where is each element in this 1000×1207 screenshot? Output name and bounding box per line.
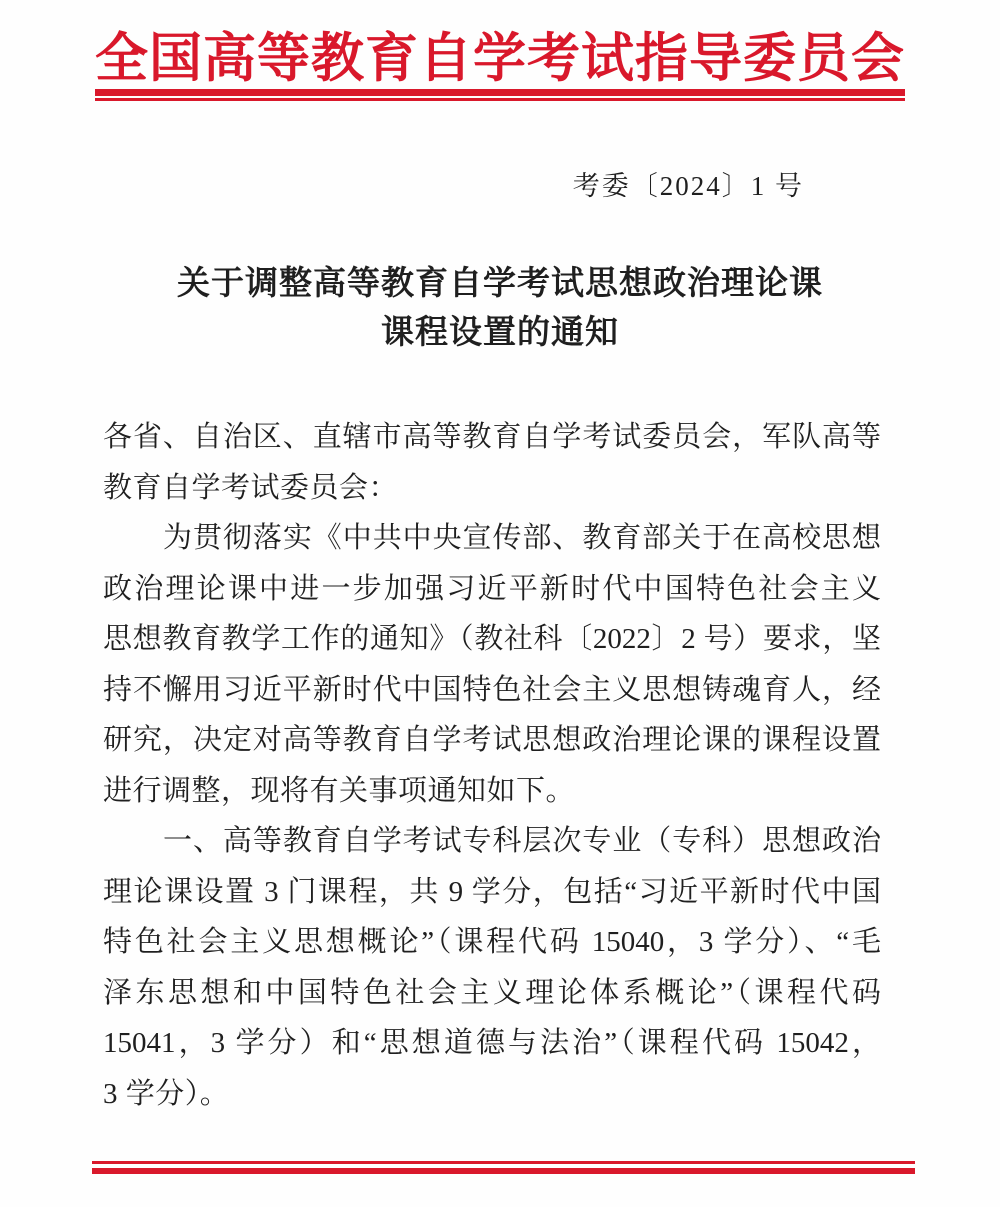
document-title — [0, 260, 1000, 358]
paragraph-line: 研究，决定对高等教育自学考试思想政治理论课的课程设置 — [103, 724, 881, 756]
footer-rule-thick-line — [92, 1168, 915, 1174]
paragraph-line: 思想教育教学工作的通知》（教社科〔2022〕2 号）要求，坚 — [103, 623, 881, 655]
paragraph-line: 泽东思想和中国特色社会主义理论体系概论”（课程代码 — [103, 976, 881, 1009]
paragraph-line: 理论课设置 3 门课程，共 9 学分，包括“习近平新时代中国 — [103, 875, 881, 908]
document-title-line2: 课程设置的通知 — [381, 315, 619, 351]
paragraph-line: 特色社会主义思想概论”（课程代码 15040，3 学分）、“毛 — [103, 926, 881, 958]
paragraph-line: 15041，3 学分）和“思想道德与法治”（课程代码 15042， — [103, 1027, 881, 1059]
document-number: 考委〔2024〕1 号 — [572, 171, 804, 201]
salutation-line: 教育自学考试委员会： — [103, 471, 399, 504]
salutation-line: 各省、自治区、直辖市高等教育自学考试委员会，军队高等 — [103, 421, 881, 453]
footer-divider-rule — [92, 1161, 915, 1174]
letterhead-issuer-title: 全国高等教育自学考试指导委员会 — [95, 30, 905, 88]
paragraph-line: 政治理论课中进一步加强习近平新时代中国特色社会主义 — [103, 572, 881, 605]
paragraph-line: 持不懈用习近平新时代中国特色社会主义思想铸魂育人，经 — [103, 673, 881, 706]
document-title-line1: 关于调整高等教育自学考试思想政治理论课 — [177, 266, 823, 302]
paragraph-line: 进行调整，现将有关事项通知如下。 — [103, 774, 576, 807]
letterhead-divider-rule — [95, 89, 905, 101]
paragraph-line: 一、高等教育自学考试专科层次专业（专科）思想政治 — [163, 825, 881, 857]
paragraph-line: 为贯彻落实《中共中央宣传部、教育部关于在高校思想 — [163, 522, 881, 554]
document-body — [103, 412, 881, 1119]
paragraph-line: 3 学分）。 — [103, 1077, 230, 1110]
letterhead-rule-thin-line — [95, 98, 905, 101]
letterhead-rule-thick-line — [95, 89, 905, 96]
